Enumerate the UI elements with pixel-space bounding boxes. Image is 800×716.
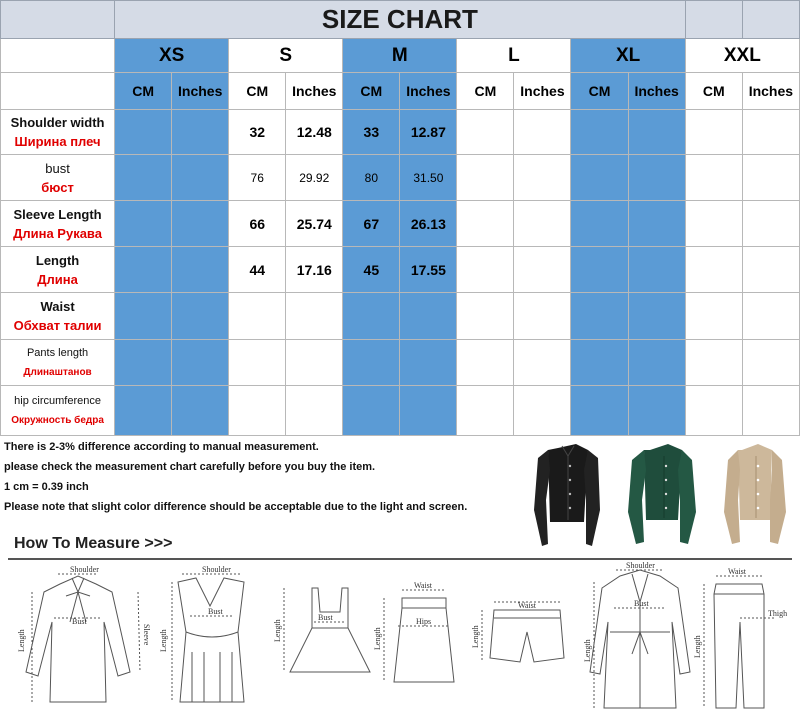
unit-m-cm: CM	[343, 73, 400, 110]
cell-l-inches	[514, 293, 571, 340]
cell-s-inches: 25.74	[286, 201, 343, 247]
cell-l-inches	[514, 386, 571, 436]
bust-label: Bust	[72, 617, 87, 626]
size-header-l: L	[457, 39, 571, 73]
cell-s-cm	[229, 293, 286, 340]
cell-m-inches: 12.87	[400, 110, 457, 155]
cell-l-inches	[514, 340, 571, 386]
row-label-sleeve-length	[1, 201, 115, 247]
sleeve-label: Sleeve	[142, 624, 151, 646]
cell-m-inches	[400, 340, 457, 386]
cell-l-inches	[514, 247, 571, 293]
unit-xl-inches: Inches	[628, 73, 685, 110]
cell-xl-cm	[571, 110, 628, 155]
cell-xxl-cm	[685, 340, 742, 386]
row-label-en: Waist	[40, 299, 75, 314]
cell-xs-cm	[115, 201, 172, 247]
cell-xs-inches	[172, 110, 229, 155]
row-label-bust	[1, 155, 115, 201]
cell-s-cm: 76	[229, 155, 286, 201]
table-row	[1, 201, 800, 247]
cell-xl-cm	[571, 247, 628, 293]
unit-xl-cm: CM	[571, 73, 628, 110]
cell-m-inches	[400, 386, 457, 436]
cell-xs-inches	[172, 386, 229, 436]
table-row	[1, 293, 800, 340]
dress-sketch	[273, 588, 370, 672]
beige-cardigan-image	[724, 444, 786, 544]
cell-l-cm	[457, 201, 514, 247]
length-label: Length	[273, 619, 282, 642]
row-label-ru: Длина Рукава	[13, 225, 102, 241]
shorts-sketch	[471, 601, 564, 662]
unit-xs-inches: Inches	[172, 73, 229, 110]
cell-m-cm	[343, 340, 400, 386]
cell-xxl-cm	[685, 293, 742, 340]
cell-s-cm: 66	[229, 201, 286, 247]
row-label-ru: Длина	[37, 271, 78, 287]
cell-xxl-cm	[685, 110, 742, 155]
cell-s-inches: 17.16	[286, 247, 343, 293]
cell-xxl-cm	[685, 386, 742, 436]
cell-m-cm: 45	[343, 247, 400, 293]
cell-m-inches: 31.50	[400, 155, 457, 201]
cell-xl-cm	[571, 386, 628, 436]
title-right-cell-1	[685, 1, 742, 39]
size-header-corner	[1, 39, 115, 73]
table-row	[1, 340, 800, 386]
row-label-ru: бюст	[41, 179, 74, 195]
length-label: Length	[159, 629, 168, 652]
bust-label: Bust	[318, 613, 333, 622]
cell-xl-inches	[628, 201, 685, 247]
cell-xl-inches	[628, 386, 685, 436]
cell-l-cm	[457, 247, 514, 293]
cell-s-inches: 29.92	[286, 155, 343, 201]
cell-xxl-inches	[742, 247, 799, 293]
cell-xxl-inches	[742, 155, 799, 201]
cell-xs-cm	[115, 247, 172, 293]
cell-m-inches: 26.13	[400, 201, 457, 247]
cell-l-cm	[457, 293, 514, 340]
cell-xl-inches	[628, 293, 685, 340]
bust-label: Bust	[208, 607, 223, 616]
cell-xs-inches	[172, 293, 229, 340]
size-header-s: S	[229, 39, 343, 73]
cell-xl-cm	[571, 201, 628, 247]
cell-xxl-inches	[742, 340, 799, 386]
length-label: Length	[17, 629, 26, 652]
cell-xxl-cm	[685, 155, 742, 201]
shoulder-label: Shoulder	[626, 562, 655, 570]
size-header-xl: XL	[571, 39, 685, 73]
cell-m-cm: 80	[343, 155, 400, 201]
cell-l-inches	[514, 110, 571, 155]
cell-s-cm	[229, 340, 286, 386]
thigh-label: Thigh	[768, 609, 788, 618]
hips-label: Hips	[416, 617, 432, 626]
table-row	[1, 386, 800, 436]
waist-label: Waist	[728, 567, 747, 576]
length-label: Length	[583, 639, 592, 662]
measurement-sketches	[0, 562, 800, 716]
cell-s-cm	[229, 386, 286, 436]
table-row	[1, 155, 800, 201]
cell-s-inches: 12.48	[286, 110, 343, 155]
shoulder-label: Shoulder	[70, 565, 99, 574]
row-label-waist	[1, 293, 115, 340]
row-label-ru: Ширина плеч	[14, 134, 101, 149]
cell-s-cm: 44	[229, 247, 286, 293]
cell-l-cm	[457, 110, 514, 155]
unit-xs-cm: CM	[115, 73, 172, 110]
unit-xxl-cm: CM	[685, 73, 742, 110]
coat-sketch	[583, 562, 690, 708]
cell-l-cm	[457, 340, 514, 386]
unit-xxl-inches: Inches	[742, 73, 799, 110]
cell-s-inches	[286, 340, 343, 386]
table-row	[1, 110, 800, 155]
black-cardigan-image	[534, 444, 600, 546]
cell-xl-inches	[628, 110, 685, 155]
cell-xxl-inches	[742, 386, 799, 436]
unit-s-inches: Inches	[286, 73, 343, 110]
row-label-en: hip circumference	[14, 394, 101, 407]
cell-s-inches	[286, 386, 343, 436]
note-line: 1 cm = 0.39 inch	[4, 481, 89, 493]
unit-l-inches: Inches	[514, 73, 571, 110]
row-label-en: Shoulder width	[10, 115, 105, 130]
cell-xxl-cm	[685, 201, 742, 247]
cell-xl-inches	[628, 155, 685, 201]
product-photos	[528, 440, 800, 550]
row-label-ru: Обхват талии	[13, 318, 102, 333]
row-label-ru: Длинаштанов	[23, 366, 92, 378]
cell-l-cm	[457, 386, 514, 436]
title-corner-cell	[1, 1, 115, 39]
row-label-en: Length	[35, 252, 80, 268]
note-line: There is 2-3% difference according to manual measurement.	[4, 441, 319, 453]
cell-m-cm: 33	[343, 110, 400, 155]
cell-xs-inches	[172, 201, 229, 247]
unit-s-cm: CM	[229, 73, 286, 110]
note-line: Please note that slight color difference should be acceptable due to the light and screen.	[4, 501, 468, 513]
bust-label: Bust	[634, 599, 649, 608]
measurement-notes	[4, 437, 524, 517]
row-label-length	[1, 247, 115, 293]
size-header-m: M	[343, 39, 457, 73]
skirt-sketch	[373, 581, 454, 682]
cell-xl-cm	[571, 293, 628, 340]
trousers-sketch	[693, 567, 787, 708]
how-to-measure-divider	[8, 558, 792, 560]
size-header-xxl: XXL	[685, 39, 799, 73]
cell-s-cm: 32	[229, 110, 286, 155]
cell-xs-cm	[115, 155, 172, 201]
cell-s-inches	[286, 293, 343, 340]
row-label-pants-length	[1, 340, 115, 386]
row-label-ru: Окружность бедра	[11, 414, 104, 426]
row-label-hip	[1, 386, 115, 436]
row-label-shoulder	[1, 110, 115, 155]
cell-xs-cm	[115, 386, 172, 436]
row-label-en: Sleeve Length	[13, 206, 102, 222]
unit-m-inches: Inches	[400, 73, 457, 110]
length-label: Length	[471, 625, 480, 648]
cell-xxl-inches	[742, 293, 799, 340]
unit-header-corner	[1, 73, 115, 110]
cell-xl-cm	[571, 340, 628, 386]
unit-l-cm: CM	[457, 73, 514, 110]
row-label-en: bust	[45, 160, 70, 176]
how-to-measure-title: How To Measure >>>	[14, 535, 173, 552]
tank-top-sketch	[159, 565, 244, 702]
table-row	[1, 247, 800, 293]
note-line: please check the measurement chart carefully before you buy the item.	[4, 461, 376, 473]
cell-xxl-cm	[685, 247, 742, 293]
cell-m-inches	[400, 293, 457, 340]
cell-xl-inches	[628, 340, 685, 386]
green-cardigan-image	[628, 444, 696, 544]
cell-xs-cm	[115, 340, 172, 386]
cell-m-cm	[343, 293, 400, 340]
waist-label: Waist	[518, 601, 537, 610]
length-label: Length	[693, 635, 702, 658]
cell-xxl-inches	[742, 201, 799, 247]
cell-xs-cm	[115, 110, 172, 155]
cell-xl-cm	[571, 155, 628, 201]
cell-xl-inches	[628, 247, 685, 293]
cell-xs-inches	[172, 155, 229, 201]
chart-title: SIZE CHART	[115, 1, 686, 39]
blouse-sketch	[17, 565, 151, 702]
cell-l-inches	[514, 201, 571, 247]
cell-xs-cm	[115, 293, 172, 340]
cell-m-inches: 17.55	[400, 247, 457, 293]
waist-label: Waist	[414, 581, 433, 590]
cell-m-cm	[343, 386, 400, 436]
length-label: Length	[373, 627, 382, 650]
cell-xs-inches	[172, 340, 229, 386]
row-label-en: Pants length	[26, 346, 89, 359]
shoulder-label: Shoulder	[202, 565, 231, 574]
cell-xs-inches	[172, 247, 229, 293]
cell-l-inches	[514, 155, 571, 201]
size-header-xs: XS	[115, 39, 229, 73]
cell-xxl-inches	[742, 110, 799, 155]
cell-m-cm: 67	[343, 201, 400, 247]
cell-l-cm	[457, 155, 514, 201]
title-right-cell-2	[742, 1, 799, 39]
